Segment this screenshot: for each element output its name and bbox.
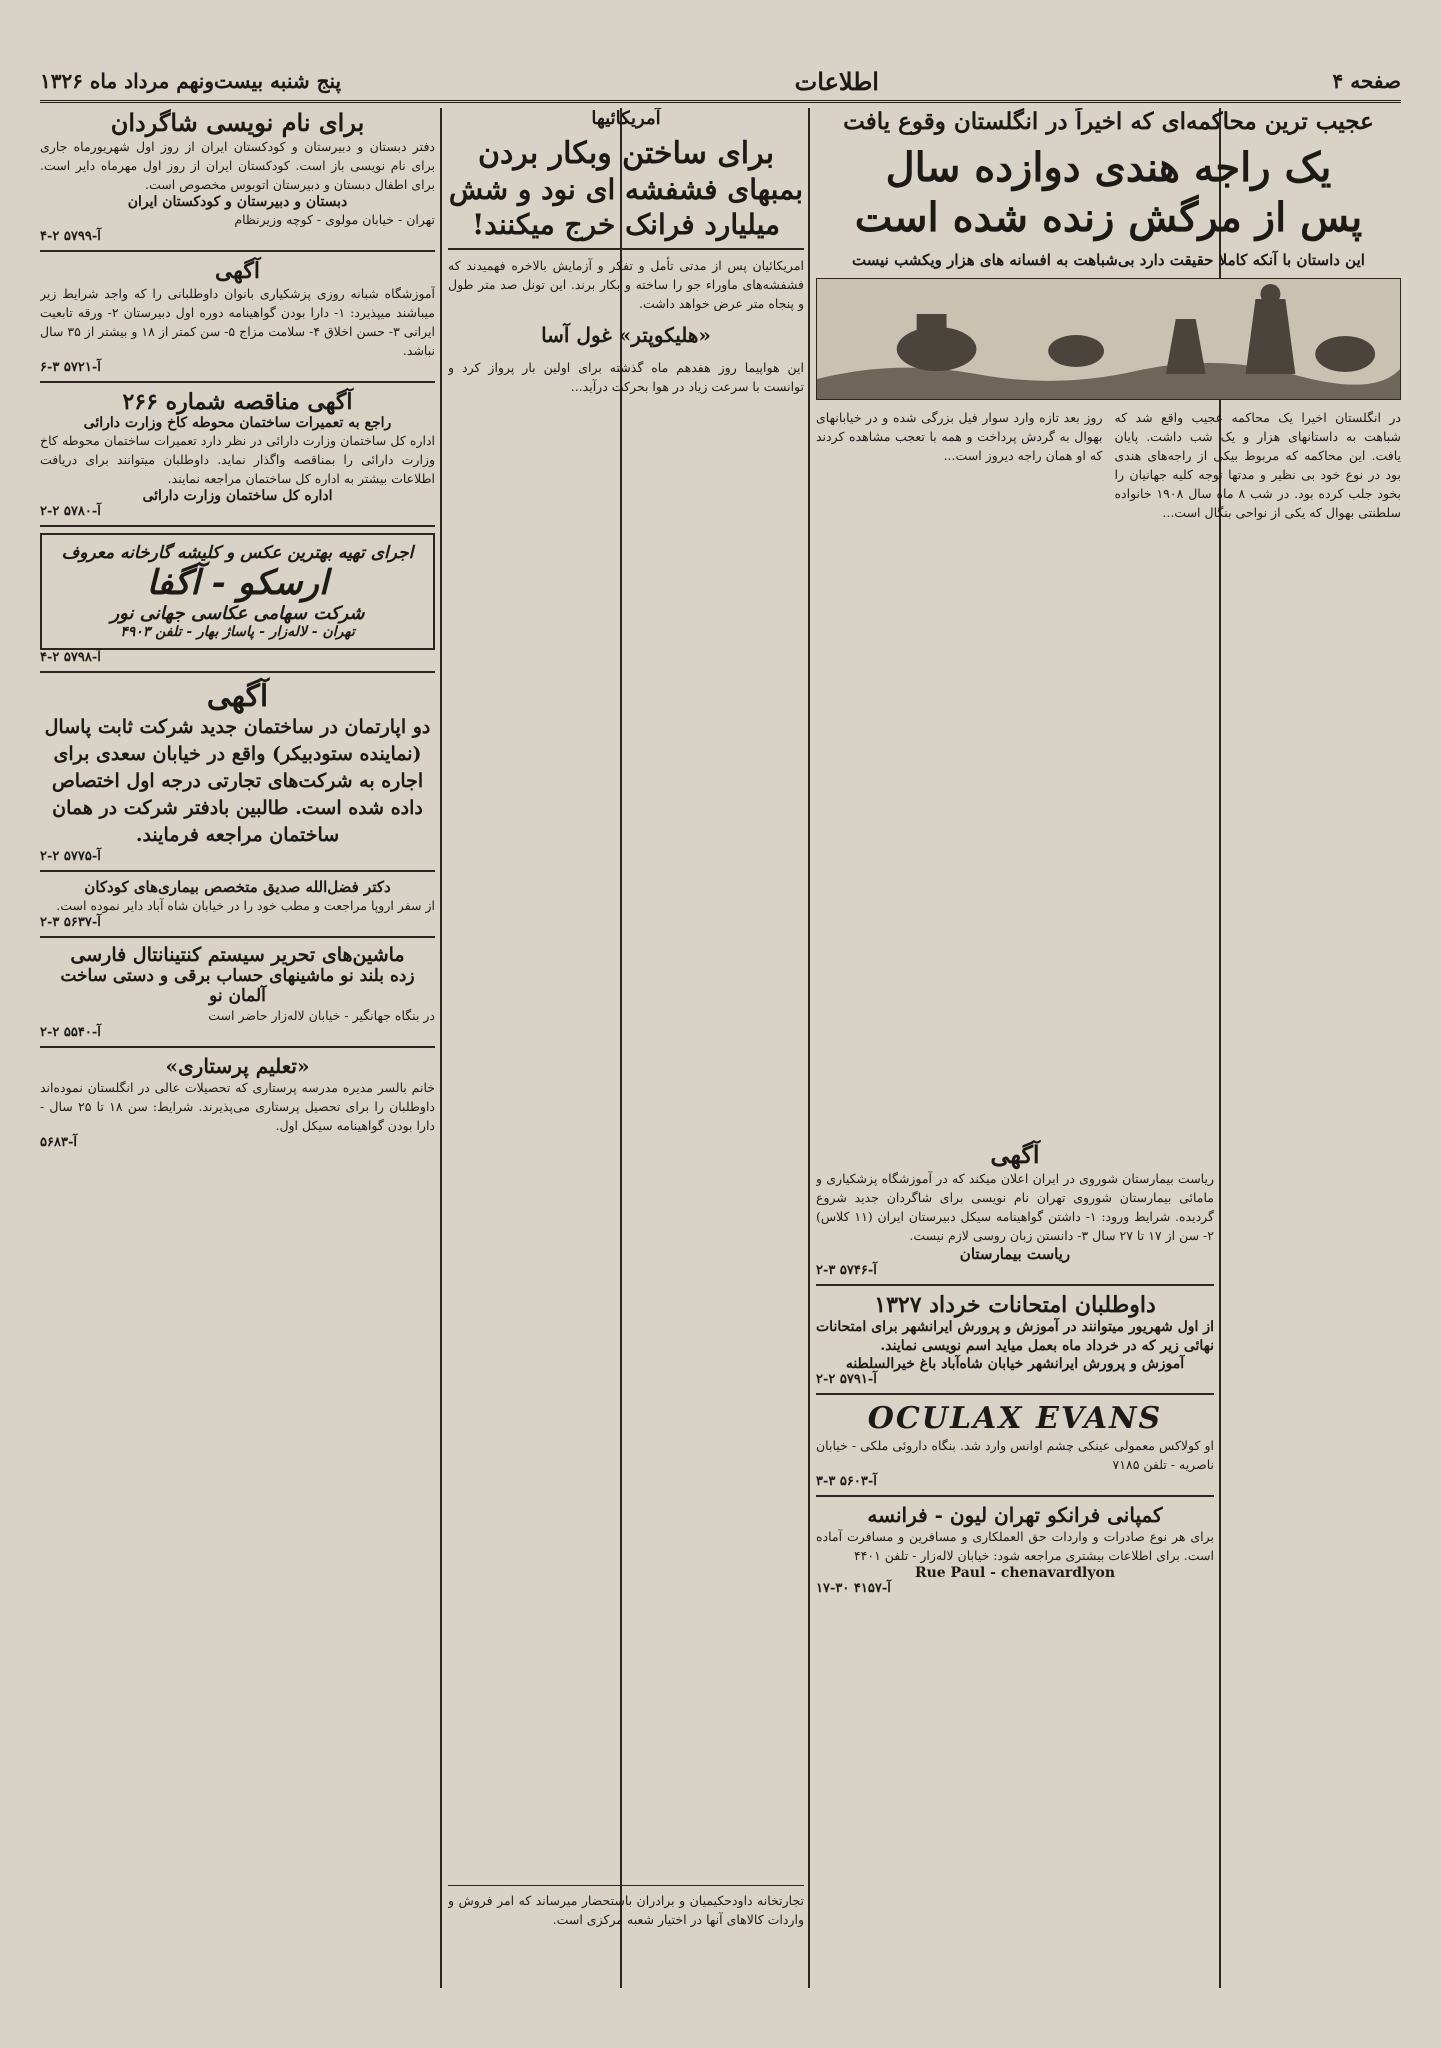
ad-nursing-school-code: آ-۵۷۲۱ ۳-۶ [40, 360, 101, 375]
bottom-notice [448, 1880, 804, 1988]
oculax-brand: OCULAX EVANS [867, 1401, 1163, 1436]
oculax-code: آ-۵۶۰۳ ۳-۳ [816, 1474, 877, 1489]
rockets-article [448, 108, 804, 1988]
company-title: کمپانی فرانکو تهران لیون - فرانسه [867, 1503, 1163, 1527]
oculax-text: او کولاکس معمولی عینکی چشم اوانس وارد شد. بنگاه داروئی ملکی - خیابان ناصریه - تلفن ۷۱۸۵ [816, 1438, 1214, 1472]
page-header [40, 62, 1401, 103]
article-subtitle: «هلیکوپتر» غول آسا [541, 323, 711, 347]
exam-notice-text: از اول شهریور میتوانند در آموزش و پرورش ایرانشهر برای امتحانات نهائی زیر که در خرداد ماه بعمل میاید اسم نویسی نمایند. [816, 1319, 1214, 1354]
ad-nursing-school-title: آگهی [214, 258, 261, 284]
ad-doctor-code: آ-۵۶۳۷ ۳-۲ [40, 915, 101, 930]
ad-nursing-text: خانم بالسر مدیره مدرسه پرستاری که تحصیلات عالی در انگلستان نموده‌اند داوطلبان را برای تحصیل پرستاری می‌پذیرند. شرایط: سن ۱۸ تا ۲۵ سال - دارا بودن گواهینامه سیکل اول. [40, 1080, 435, 1133]
procession-illustration-drawing [817, 279, 1400, 399]
ad-photo-code: آ-۵۷۹۸ ۲-۴ [40, 650, 101, 665]
company-text: برای هر نوع صادرات و واردات حق العملکاری و مسافرین و مسافرت آماده است. برای اطلاعات بیشتری مراجعه شود: خیابان لاله‌زار - تلفن ۴۴۰۱ [816, 1529, 1214, 1563]
article-headline: یک راجه هندی دوازده سال [885, 143, 1332, 191]
ad-nursing-title: «تعلیم پرستاری» [165, 1054, 310, 1078]
ad-enrollment-code: آ-۵۷۹۹ ۲-۴ [40, 229, 101, 244]
exam-notice-title: داوطلبان امتحانات خرداد ۱۳۲۷ [874, 1292, 1156, 1318]
notices-column [816, 1140, 1214, 1988]
ad-nursing-code: آ-۵۶۸۳ [40, 1135, 77, 1150]
ad-enrollment-signature: دبستان و دبیرستان و کودکستان ایران [127, 194, 348, 210]
company-address-latin: Rue Paul - chenavardlyon [914, 1565, 1116, 1581]
company-code: آ-۴۱۵۷ ۳۰-۱۷ [816, 1581, 891, 1596]
article-kicker: عجیب ترین محاکمه‌ای که اخیراً در انگلستان وقوع یافت [843, 108, 1374, 135]
newspaper-name: اطلاعات [794, 66, 879, 96]
ad-doctor-title: دکتر فضل‌الله صدیق متخصص بیماری‌های کودکان [84, 878, 391, 896]
ad-apartment-title: آگهی [206, 679, 269, 714]
ad-enrollment-text: دفتر دبستان و دبیرستان و کودکستان ایران از روز اول شهریورماه جاری برای نام نویسی باز است. کودکستان ایران از روز اول مهرماه دایر است. برای اطفال دبستان و دبیرستان اتوبوس مخصوص است. [40, 139, 435, 192]
article-body: امریکائیان پس از مدتی تأمل و تفکر و آزمایش بالاخره فهمیدند که فشفشه‌های ماوراء جو را ساخته و بکار برند. این تونل صد متر طول و پنجاه متر عرض خواهد داشت. [448, 258, 804, 311]
exam-notice-code: آ-۵۷۹۱ ۲-۲ [816, 1372, 877, 1387]
ad-photo-line: اجرای تهیه بهترین عکس و کلیشه گارخانه معروف [61, 543, 414, 563]
ad-enrollment-address: تهران - خیابان مولوی - کوچه وزیرنظام [234, 212, 435, 227]
article-lead: در انگلستان اخیرا یک محاکمه عجیب واقع شد که شباهت به داستانهای هزار و یک شب داشت. پایان یافت. این محاکمه که مربوط بیکی از راجه‌های هندی بود در نوع خود بی نظیر و مدتها توجه کلیه جهانیان را بخود جلب کرده بود. در شب ۸ ماه سال ۱۹۰۸ خانواده سلطنتی بهوال که یکی از نواحی بنگال است... [1114, 409, 1401, 520]
ad-photo-address: تهران - لاله‌زار - پاساژ بهار - تلفن ۴۹۰۳ [120, 624, 355, 640]
ads-column [40, 108, 435, 1988]
ad-typewriter-text: در بنگاه جهانگیر - خیابان لاله‌زار حاضر است [208, 1008, 435, 1023]
ad-photo-brand: ارسکو - آگفا [146, 563, 329, 603]
notice-signature: ریاست بیمارستان [959, 1245, 1071, 1263]
exam-notice-signature: آموزش و پرورش ایرانشهر خیابان شاه‌آباد باغ خیرالسلطنه [845, 1356, 1185, 1372]
ad-tender-signature: اداره کل ساختمان وزارت دارائی [142, 488, 333, 504]
article-headline: برای ساختن وبکار بردن [477, 135, 775, 171]
article-headline: بمبهای فشفشه ای نود و شش [448, 173, 804, 206]
notice-code: آ-۵۷۴۶ ۳-۲ [816, 1263, 877, 1278]
article-body: این هواپیما روز هفدهم ماه گذشته برای اولین بار پرواز کرد و توانست با سرعت زیاد در هوا بحرکت درآید... [448, 360, 804, 394]
ad-typewriter-subtitle: زده بلند نو ماشینهای حساب برقی و دستی ساخت آلمان نو [60, 966, 415, 1006]
ad-apartment-code: آ-۵۷۷۵ ۲-۲ [40, 849, 101, 864]
notice-text: ریاست بیمارستان شوروی در ایران اعلان میکند که در آموزشگاه پزشکیاری و مامائی بیمارستان شوروی تهران نام نویسی برای شاگردان جدید شروع گردیده. شرایط ورود: ۱- داشتن گواهینامه سیکل دبیرستان ایران (۱۱ کلاس) ۲- سن از ۱۷ تا ۲۷ سال ۳- دانستن زبان روسی لازم نیست. [816, 1171, 1214, 1243]
ad-tender-code: آ-۵۷۸۰ ۲-۲ [40, 504, 101, 519]
procession-illustration [816, 278, 1401, 400]
ad-typewriter-title: ماشین‌های تحریر سیستم کنتینانتال فارسی [70, 944, 405, 966]
article-headline: میلیارد فرانک خرج میکنند! [471, 208, 781, 241]
ad-typewriter-code: آ-۵۵۴۰ ۲-۲ [40, 1025, 101, 1040]
ad-enrollment-title: برای نام نویسی شاگردان [110, 108, 365, 137]
article-continued: روز بعد تازه وارد سوار فیل بزرگی شده و در خیابانهای بهوال به گردش پرداخت و همه با تعجب مشاهده کردند که او همان راجه دیروز است... [816, 409, 1103, 463]
ad-tender-text: اداره کل ساختمان وزارت دارائی در نظر دارد تعمیرات ساختمان محوطه کاخ وزارت دارائی را بمناقصه واگذار نماید. داوطلبان میتوانند برای دریافت اطلاعات بیشتر به اداره کل ساختمان مراجعه نمایند. [40, 433, 435, 486]
ad-tender-title: آگهی مناقصه شماره ۲۶۶ [122, 389, 353, 415]
bottom-notice-text: تجارتخانه داودحکیمیان و برادران باستحضار میرساند که امر فروش و واردات کالاهای آنها در اختیار شعبه مرکزی است. [448, 1893, 804, 1927]
column-rule [808, 108, 810, 1988]
article-headline: پس از مرگش زنده شده است [854, 193, 1363, 241]
article-kicker: آمریکائیها [591, 108, 661, 129]
ad-tender-subtitle: راجع به تعمیرات ساختمان محوطه کاخ وزارت دارائی [83, 415, 392, 431]
ad-apartment-text: دو اپارتمان در ساختمان جدید شرکت ثابت پاسال (نماینده ستودبیکر) واقع در خیابان سعدی برای اجاره به شرکت‌های تجارتی درجه اول اختصاص داده شده است. طالبین بادفتر شرکت در همان ساختمان مراجعه فرمایند. [44, 716, 431, 846]
ad-nursing-school-text: آموزشگاه شبانه روزی پزشکیاری بانوان داوطلبانی را که واجد شرایط زیر میباشند میپذیرد: ۱- دارا بودن گواهینامه دوره اول دبیرستان ۲- ورقه تابعیت ایرانی ۳- حسن اخلاق ۴- سلامت مزاج ۵- سن کمتر از ۱۸ و بیشتر از ۳۵ سال نباشد. [40, 286, 435, 358]
ad-doctor-text: از سفر اروپا مراجعت و مطب خود را در خیابان شاه آباد دایر نموده است. [56, 898, 435, 913]
ad-photo-studio [40, 533, 435, 650]
article-subhead: این داستان با آنکه کاملا حقیقت دارد بی‌شباهت به افسانه های هزار ویکشب نیست [852, 250, 1365, 269]
raja-article [816, 108, 1401, 1148]
page-number: صفحه ۴ [1332, 69, 1401, 93]
ad-photo-company: شرکت سهامی عکاسی جهانی نور [110, 603, 365, 624]
issue-date: پنج شنبه بیست‌ونهم مرداد ماه ۱۳۲۶ [40, 69, 342, 93]
column-rule [440, 108, 442, 1988]
notice-title: آگهی [990, 1140, 1040, 1169]
